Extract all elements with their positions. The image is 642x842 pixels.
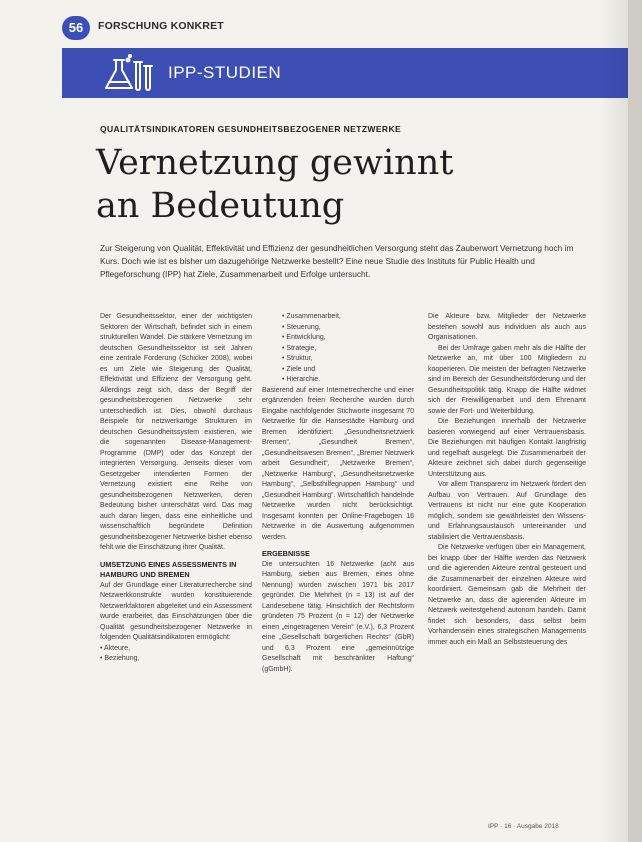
list-item: • Struktur,: [282, 354, 414, 365]
body-paragraph: Der Gesundheitssektor, einer der wichtigsten Sektoren der Wirtschaft, befindet sich in einem strukturellen Wandel. Die stärkere Vernetzung im deutschen Gesundheitssektor ist seit Jahren eine zentrale Forderung (Schicker 2008), wobei es um Ziele wie Steigerung der Qualität, Effektivität und Effizienz der Versorgung geht. Allerdings zeigt sich, dass der Begriff der gesundheitsbezogenen Netzwerke sehr unterschiedlich ist. Dies, obwohl durchaus Beispiele für netzwerkartige Strukturen im deutschen Gesundheitssystem existieren, wie die sogenannten Disease-Management-Programme (DMP) oder das Konzept der integrierten Versorgung. Jenseits dieser vom Gesetzgeber intendierten Formen der Vernetzung existiert eine Reihe von gesundheitsbezogenen Netzwerken, deren Bedeutung bisher unterschätzt wird. Das mag auch daran liegen, dass eine einheitliche und wissenschaftlich begründete Definition gesundheitsbezogener Netzwerke bisher ebenso fehlt wie die Einschätzung ihrer Qualität.: [100, 313, 252, 551]
list-item: • Ziele und: [282, 365, 414, 376]
list-item: • Entwicklung,: [282, 333, 414, 344]
body-paragraph: Auf der Grundlage einer Literaturrecherche sind Netzwerkkonstrukte wurden konstituierende Netzwerkfaktoren abgeleitet und ein Assessment wurde erarbeitet, das Einschätzungen über die Qualität gesundheitsbezogener Netzwerke in folgenden Qualitätsindikatoren ermöglicht:: [100, 581, 252, 641]
body-paragraph: Die untersuchten 16 Netzwerke (acht aus Hamburg, sieben aus Bremen, eines ohne Nennung) wurden zwischen 1971 bis 2017 gegründet. Die Mehrheit (n = 13) ist auf der Landesebene tätig. Hinsichtlich der Rechtsform gründeten 75 Prozent (n = 12) der Netzwerke einen „eingetragenen Verein“ (e.V.), 6,3 Prozent eine „Gesellschaft bürgerlichen Rechts“ (GbR) und 6,3 Prozent eine „gemeinnützige Gesellschaft mit beschränkter Haftung“ (gGmbH).: [262, 560, 414, 673]
section-banner: [62, 48, 628, 98]
indicator-list: [100, 644, 252, 665]
headline-line-2: an Bedeutung: [96, 186, 345, 226]
banner-title: IPP-STUDIEN: [168, 63, 282, 82]
article-lead: Zur Steigerung von Qualität, Effektivität und Effizienz der gesundheitlichen Versorgung steht das Zauberwort Vernetzung hoch im Kurs. Doch wie ist es bisher um dazugehörige Netzwerke bestellt? Eine neue Studie des Instituts für Public Health und Pflegeforschung (IPP) hat Ziele, Zusammenarbeit und Erfolge untersucht.: [100, 243, 574, 280]
article-headline: [96, 142, 453, 228]
section-label: FORSCHUNG KONKRET: [98, 20, 224, 32]
list-item: • Steuerung,: [282, 323, 414, 334]
body-paragraph: Bei der Umfrage gaben mehr als die Hälfte der Netzwerke an, mit über 100 Mitgliedern zu kooperieren. Die meisten der befragten Netzwerke sind im Bereich der Gesundheitsförderung und der Gesundheitspolitik tätig. Knapp die Hälfte widmet sich der Freiwilligenarbeit und dem Ehrenamt sowie der Fort- und Weiterbildung.: [428, 344, 586, 415]
body-paragraph: Vor allem Transparenz im Netzwerk fördert den Aufbau von Vertrauen. Auf Grundlage des Vertrauens ist nicht nur eine gute Kooperation möglich, sondern sie gewährleistet den Wissens- und Erfahrungsaustausch untereinander und stabilisiert die Vertrauensbasis.: [428, 481, 586, 541]
list-item: • Hierarchie.: [282, 375, 414, 386]
list-item: • Strategie,: [282, 344, 414, 355]
body-paragraph: Basierend auf einer Internetrecherche und einer ergänzenden freien Recherche wurden durch Eingabe nachfolgender Stichworte insgesamt 70 Netzwerke für die Hansestädte Hamburg und Bremen identifiziert: „Gesundheitsnetzwerk Bremen“, „Gesundheit Bremen“, „Gesundheitswesen Bremen“, „Bremer Netzwerk arbeit Gesundheit“, „Netzwerke Bremen“, „Netzwerke Hamburg“, „Gesundheitsnetzwerke Hamburg“, „Selbsthilfegruppen Hamburg“ und „Gesundheit Hamburg“. Wirtschaftlich handelnde Netzwerke wurden nicht berücksichtigt. Insgesamt konnten per Online-Fragebogen 16 Netzwerke in die Auswertung aufgenommen werden.: [262, 386, 414, 541]
flask-icon: [100, 54, 156, 94]
adjacent-page-edge: [628, 0, 642, 842]
article-kicker: QUALITÄTSINDIKATOREN GESUNDHEITSBEZOGENER NETZWERKE: [100, 124, 402, 134]
body-paragraph: Die Beziehungen innerhalb der Netzwerke basieren vorwiegend auf einer Vertrauensbasis. Die Beziehungen mit häufigen Kontakt langfristig und regelhaft ausgelegt. Die Zusammenarbeit der Akteure zeichnet sich dabei durch gegenseitige Unterstützung aus.: [428, 418, 586, 478]
subheading-results: ERGEBNISSE: [262, 549, 310, 558]
text-column-1: [100, 312, 252, 665]
page-footer: IPP · 16 · Ausgabe 2018: [488, 823, 559, 830]
text-column-3: [428, 312, 586, 648]
indicator-list: [262, 312, 414, 386]
body-paragraph: Die Akteure bzw. Mitglieder der Netzwerke bestehen sowohl aus individuen als auch aus Organisationen.: [428, 313, 586, 341]
subheading-assessment: UMSETZUNG EINES ASSESSMENTS IN HAMBURG UND BREMEN: [100, 559, 237, 579]
list-item: • Zusammenarbeit,: [282, 312, 414, 323]
text-column-2: [262, 312, 414, 675]
list-item: • Akteure,: [100, 644, 252, 655]
list-item: • Beziehung,: [100, 654, 252, 665]
headline-line-1: Vernetzung gewinnt: [96, 143, 454, 183]
page-fold-shadow: [600, 0, 628, 842]
page-number-badge: 56: [62, 16, 90, 40]
body-paragraph: Die Netzwerke verfügen über ein Management, bei knapp über der Hälfte werden das Netzwerk und die agierenden Akteure zentral gesteuert und die Zusammenarbeit der einzelnen Akteure wird koordiniert. Gemeinsam gab die Mehrheit der Netzwerke an, dass die agierenden Akteure im Netzwerk weitestgehend autonom handeln. Damit findet sich besonders, dass selbst beim Vorhandensein eines strategischen Managements immer auch ein Maß an Selbststeuerung des: [428, 544, 586, 646]
